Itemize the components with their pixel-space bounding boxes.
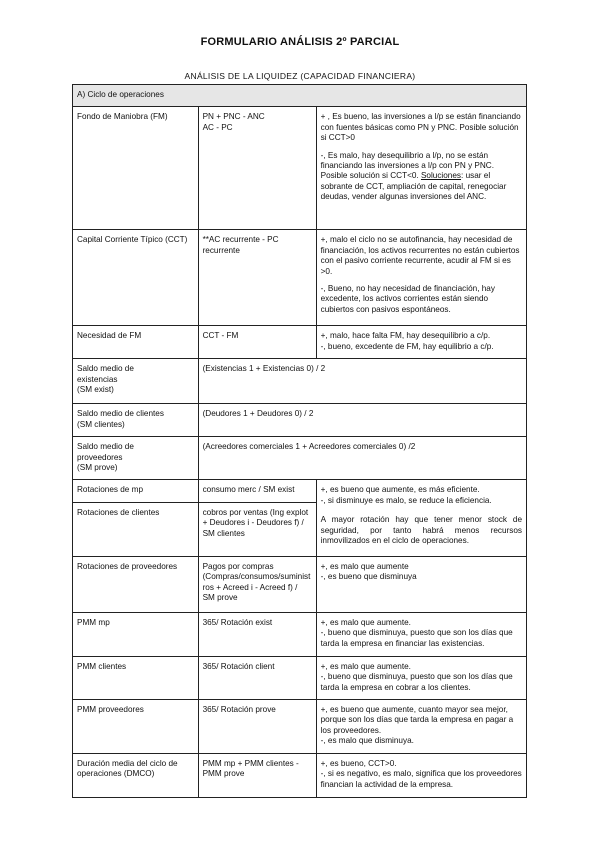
row-formula: 365/ Rotación client (198, 656, 316, 699)
table-row-nfm (73, 326, 527, 359)
table-row-rot-prov (73, 556, 527, 612)
table-row-fm (73, 107, 527, 230)
formula-line: AC - PC (202, 122, 233, 132)
row-formula: (Deudores 1 + Deudores 0) / 2 (198, 404, 526, 437)
note-negative: -, si disminuye es malo, se reduce la eficiencia. (320, 495, 492, 505)
row-interpretation (316, 754, 526, 798)
row-name: Duración media del ciclo de operaciones (DMCO) (73, 754, 199, 798)
formula-table (72, 84, 527, 798)
table-row-pmm-cli (73, 656, 527, 699)
name-line: existencias (77, 374, 118, 384)
row-formula: consumo merc / SM exist (198, 480, 316, 502)
section-header-row (73, 85, 527, 107)
row-formula: (Acreedores comerciales 1 + Acreedores comerciales 0) /2 (198, 437, 526, 480)
table-row-sm-exist (73, 359, 527, 404)
note-positive: +, es bueno que aumente, es más eficiente. (320, 485, 480, 495)
row-formula: Pagos por compras (Compras/consumos/suministros + Acreed i - Acreed f) / SM prove (198, 556, 316, 612)
name-line: Saldo medio de (77, 364, 134, 374)
row-name: Rotaciones de clientes (73, 502, 199, 556)
row-interpretation (316, 612, 526, 656)
table-row-pmm-prov (73, 700, 527, 754)
note-positive: +, es bueno, CCT>0. (320, 759, 397, 769)
note-positive: + , Es bueno, las inversiones a l/p se están financiando con fuentes básicas como PN y PNC. Posible solución si CCT>0 (320, 112, 521, 143)
row-interpretation (316, 656, 526, 699)
row-formula: 365/ Rotación exist (198, 612, 316, 656)
name-line: (SM clientes) (77, 419, 125, 429)
note-negative: -, es bueno que disminuya (320, 572, 417, 582)
note-negative: -, bueno que disminuya, puesto que son los días que tarda la empresa en financiar las existencias. (320, 628, 513, 648)
name-line: Saldo medio de clientes (77, 409, 164, 419)
row-formula: **AC recurrente - PC recurrente (198, 230, 316, 326)
row-name: Fondo de Maniobra (FM) (73, 107, 199, 230)
note-positive: +, es malo que aumente. (320, 617, 411, 627)
row-interpretation (316, 556, 526, 612)
name-line: Saldo medio de (77, 442, 134, 452)
section-title: A) Ciclo de operaciones (73, 85, 527, 107)
note-negative: -, Bueno, no hay necesidad de financiación, hay excedente, los activos corrientes están siendo cubiertos con pasivos espontáneos. (320, 284, 495, 314)
note-text: : usar el sobrante de CCT, ampliación de capital, renegociar deudas, vender algunas inversiones del ANC. (320, 171, 507, 202)
row-name: Capital Corriente Típico (CCT) (73, 230, 199, 326)
note-positive: +, es bueno que aumente, cuanto mayor sea mejor, porque son los días que tarda la empresa en pagar a los proveedores. (320, 705, 514, 735)
note-text: -, Es malo, hay desequilibrio a l/p, no se están financiando las inversiones a l/p con PN y PNC. Posible solución si CCT<0. (320, 150, 494, 181)
note-negative: -, bueno, excedente de FM, hay equilibrio a c/p. (320, 341, 494, 351)
row-formula: PMM mp + PMM clientes - PMM prove (198, 754, 316, 798)
note-positive: +, malo el ciclo no se autofinancia, hay necesidad de financiación, los activos recurrentes no están cubiertos con el pasivo corriente recurrente, acudir al FM si es >0. (320, 235, 520, 276)
row-formula: cobros por ventas (Ing explot + Deudores i - Deudores f) / SM clientes (198, 502, 316, 556)
row-formula: (Existencias 1 + Existencias 0) / 2 (198, 359, 526, 404)
note-negative: -, es malo que disminuya. (320, 736, 414, 746)
document-subtitle: ANÁLISIS DE LA LIQUIDEZ (CAPACIDAD FINANCIERA) (184, 71, 416, 81)
row-name: Rotaciones de proveedores (73, 556, 199, 612)
row-name (73, 437, 199, 480)
row-name: Necesidad de FM (73, 326, 199, 359)
note-negative: -, si es negativo, es malo, significa que los proveedores financian la actividad de la empresa. (320, 769, 522, 789)
note-negative: -, bueno que disminuya, puesto que son los días que tarda la empresa en cobrar a los clientes. (320, 672, 513, 692)
note-positive: +, es malo que aumente (320, 561, 409, 571)
row-name (73, 359, 199, 404)
note-paragraph: A mayor rotación hay que tener menor stock de seguridad, por tanto habrá menos recursos inmovilizados en el ciclo de operaciones. (320, 515, 522, 546)
document-title: FORMULARIO ANÁLISIS 2º PARCIAL (200, 36, 400, 48)
note-positive: +, malo, hace falta FM, hay desequilibrio a c/p. (320, 331, 491, 341)
name-line: (SM prove) (77, 463, 118, 473)
table-row-pmm-mp (73, 612, 527, 656)
row-name: Rotaciones de mp (73, 480, 199, 502)
row-formula (198, 107, 316, 230)
table-row-dmco (73, 754, 527, 798)
name-line: proveedores (77, 452, 123, 462)
row-name: PMM clientes (73, 656, 199, 699)
note-positive: +, es malo que aumente. (320, 661, 411, 671)
row-interpretation (316, 230, 526, 326)
row-formula: CCT - FM (198, 326, 316, 359)
row-formula: 365/ Rotación prove (198, 700, 316, 754)
row-name (73, 404, 199, 437)
table-row-sm-clientes (73, 404, 527, 437)
name-line: (SM exist) (77, 385, 114, 395)
row-name: PMM proveedores (73, 700, 199, 754)
note-negative (321, 151, 522, 203)
row-interpretation (316, 107, 526, 230)
table-row-rot-mp (73, 480, 527, 502)
table-row-sm-prove (73, 437, 527, 480)
row-interpretation (316, 700, 526, 754)
note-underlined: Soluciones (420, 171, 462, 181)
row-name: PMM mp (73, 612, 199, 656)
row-interpretation (316, 326, 526, 359)
formula-line: PN + PNC - ANC (202, 112, 265, 122)
row-interpretation (316, 480, 526, 556)
table-row-cct (73, 230, 527, 326)
